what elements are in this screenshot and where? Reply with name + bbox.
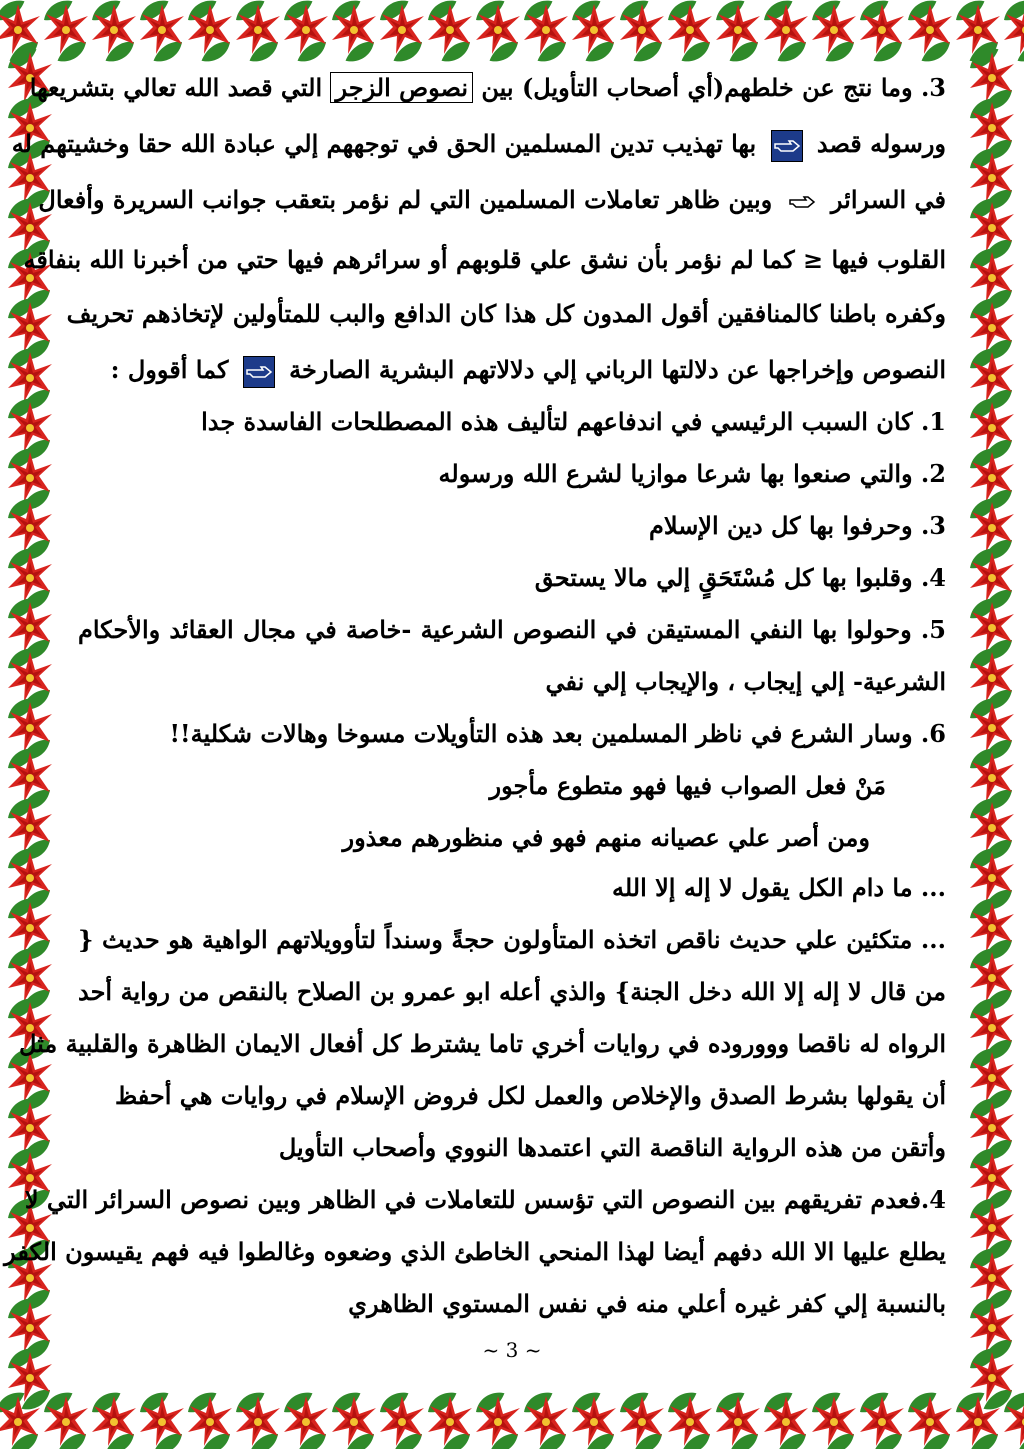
- paragraph-line: [29, 66, 946, 110]
- text-run: وبين ظاهر تعاملات المسلمين التي لم نؤمر بتعقب جوانب السريرة وأفعال: [38, 185, 781, 214]
- poinsettia-decoration: [904, 0, 955, 66]
- list-item: 3. وحرفوا بها كل دين الإسلام: [649, 511, 946, 540]
- poinsettia-decoration: [280, 1388, 331, 1449]
- poinsettia-decoration: [856, 0, 907, 66]
- poinsettia-decoration: [520, 1388, 571, 1449]
- poinsettia-decoration: [904, 1388, 955, 1449]
- poinsettia-decoration: [424, 0, 475, 66]
- poinsettia-decoration: [1000, 0, 1024, 66]
- list-item: 5. وحولوا بها النفي المستيقن في النصوص الشرعية -خاصة في مجال العقائد والأحكام: [78, 615, 946, 644]
- poinsettia-decoration: [88, 0, 139, 66]
- text-run: بها تهذيب تدين المسلمين الحق في توجههم إلي عبادة الله حقا وخشيتهم له: [11, 129, 765, 158]
- pointing-hand-icon: [243, 356, 275, 388]
- poinsettia-decoration: [40, 0, 91, 66]
- poinsettia-decoration: [280, 0, 331, 66]
- paragraph-line: بالنسبة إلي كفر غيره أعلي منه في نفس المستوي الظاهري: [348, 1289, 946, 1318]
- document-body: [4, 66, 946, 1366]
- poinsettia-decoration: [472, 1388, 523, 1449]
- poinsettia-decoration: [856, 1388, 907, 1449]
- verse-line: مَنْ فعل الصواب فيها فهو متطوع مأجور: [489, 771, 886, 800]
- poinsettia-decoration: [376, 0, 427, 66]
- text-run: التي قصد الله تعالي بتشريعها: [29, 73, 331, 102]
- paragraph-line: الرواه له ناقصا وووروده في روايات أخري تاما يشترط كل أفعال الايمان الظاهرة والقلبية مثل: [18, 1029, 946, 1058]
- poinsettia-decoration: [664, 0, 715, 66]
- poinsettia-decoration: [808, 1388, 859, 1449]
- text-run: في السرائر: [822, 185, 946, 214]
- paragraph-line: الشرعية- إلي إيجاب ، والإيجاب إلي نفي: [545, 667, 946, 696]
- paragraph-line: ... ما دام الكل يقول لا إله إلا الله: [611, 873, 946, 902]
- poinsettia-decoration: [136, 1388, 187, 1449]
- text-run: كما أقوول :: [110, 355, 237, 384]
- paragraph-line: أن يقولها بشرط الصدق والإخلاص والعمل لكل فروض الإسلام في روايات هي أحفظ: [114, 1081, 946, 1110]
- poinsettia-decoration: [568, 0, 619, 66]
- poinsettia-decoration: [520, 0, 571, 66]
- paragraph-line: وكفره باطنا كالمنافقين أقول المدون كل هذا كان الدافع والبب للمتأولين لإتخاذهم تحريف: [66, 299, 946, 328]
- poinsettia-decoration: [568, 1388, 619, 1449]
- text-run: النصوص وإخراجها عن دلالتها الرباني إلي دلالاتهم البشرية الصارخة: [280, 355, 946, 384]
- poinsettia-decoration: [328, 0, 379, 66]
- text-run: 3. وما نتج عن خلطهم(أي أصحاب التأويل) بين: [473, 73, 946, 102]
- poinsettia-decoration: [808, 0, 859, 66]
- poinsettia-decoration: [472, 0, 523, 66]
- paragraph-line: وأتقن من هذه الرواية الناقصة التي اعتمدها النووي وأصحاب التأويل: [278, 1133, 946, 1162]
- poinsettia-decoration: [664, 1388, 715, 1449]
- boxed-term: نصوص الزجر: [330, 72, 473, 103]
- pointing-hand-icon: [771, 130, 803, 162]
- page-number: ~ 3 ~: [482, 1338, 542, 1362]
- pointing-hand-icon: [787, 187, 817, 217]
- list-item: 2. والتي صنعوا بها شرعا موازيا لشرع الله ورسوله: [438, 459, 946, 488]
- paragraph-line: القلوب فيها ≤ كما لم نؤمر بأن نشق علي قلوبهم أو سرائرهم فيها حتي من أخبرنا الله بنفاقه: [23, 245, 946, 274]
- poinsettia-decoration: [712, 0, 763, 66]
- poinsettia-decoration: [424, 1388, 475, 1449]
- poinsettia-decoration: [712, 1388, 763, 1449]
- list-item: 4. وقلبوا بها كل مُسْتَحَقٍ إلي مالا يستحق: [534, 563, 946, 592]
- paragraph-line: 4.فعدم تفريقهم بين النصوص التي تؤسس للتعاملات في الظاهر وبين نصوص السرائر التي لا: [24, 1185, 946, 1214]
- poinsettia-decoration: [184, 0, 235, 66]
- paragraph-line: [78, 348, 946, 392]
- poinsettia-decoration: [88, 1388, 139, 1449]
- poinsettia-decoration: [328, 1388, 379, 1449]
- list-item: 1. كان السبب الرئيسي في اندفاعهم لتأليف هذه المصطلحات الفاسدة جدا: [201, 407, 946, 436]
- list-item: 6. وسار الشرع في ناظر المسلمين بعد هذه التأويلات مسوخا وهالات شكلية!!: [169, 719, 946, 748]
- paragraph-line: [38, 178, 946, 222]
- verse-line: ومن أصر علي عصيانه منهم فهو في منظورهم معذور: [342, 823, 870, 852]
- poinsettia-decoration: [760, 0, 811, 66]
- paragraph-line: [11, 122, 946, 166]
- poinsettia-decoration: [136, 0, 187, 66]
- poinsettia-decoration: [184, 1388, 235, 1449]
- poinsettia-decoration: [232, 1388, 283, 1449]
- poinsettia-decoration: [616, 0, 667, 66]
- poinsettia-decoration: [376, 1388, 427, 1449]
- poinsettia-decoration: [232, 0, 283, 66]
- poinsettia-decoration: [616, 1388, 667, 1449]
- text-run: ورسوله قصد: [808, 129, 946, 158]
- paragraph-line: من قال لا إله إلا الله دخل الجنة} والذي أعله ابو عمرو بن الصلاح بالنقص من رواية أحد: [78, 977, 946, 1006]
- paragraph-line: ... متكئين علي حديث ناقص اتخذه المتأولون حجةً وسنداً لتأوويلاتهم الواهية هو حديث {: [78, 925, 946, 954]
- paragraph-line: يطلع عليها الا الله دفهم أيضا لهذا المنحي الخاطئ الذي وضعوه وغالطوا فيه فهم يقيسون الكفر: [4, 1237, 946, 1266]
- poinsettia-decoration: [760, 1388, 811, 1449]
